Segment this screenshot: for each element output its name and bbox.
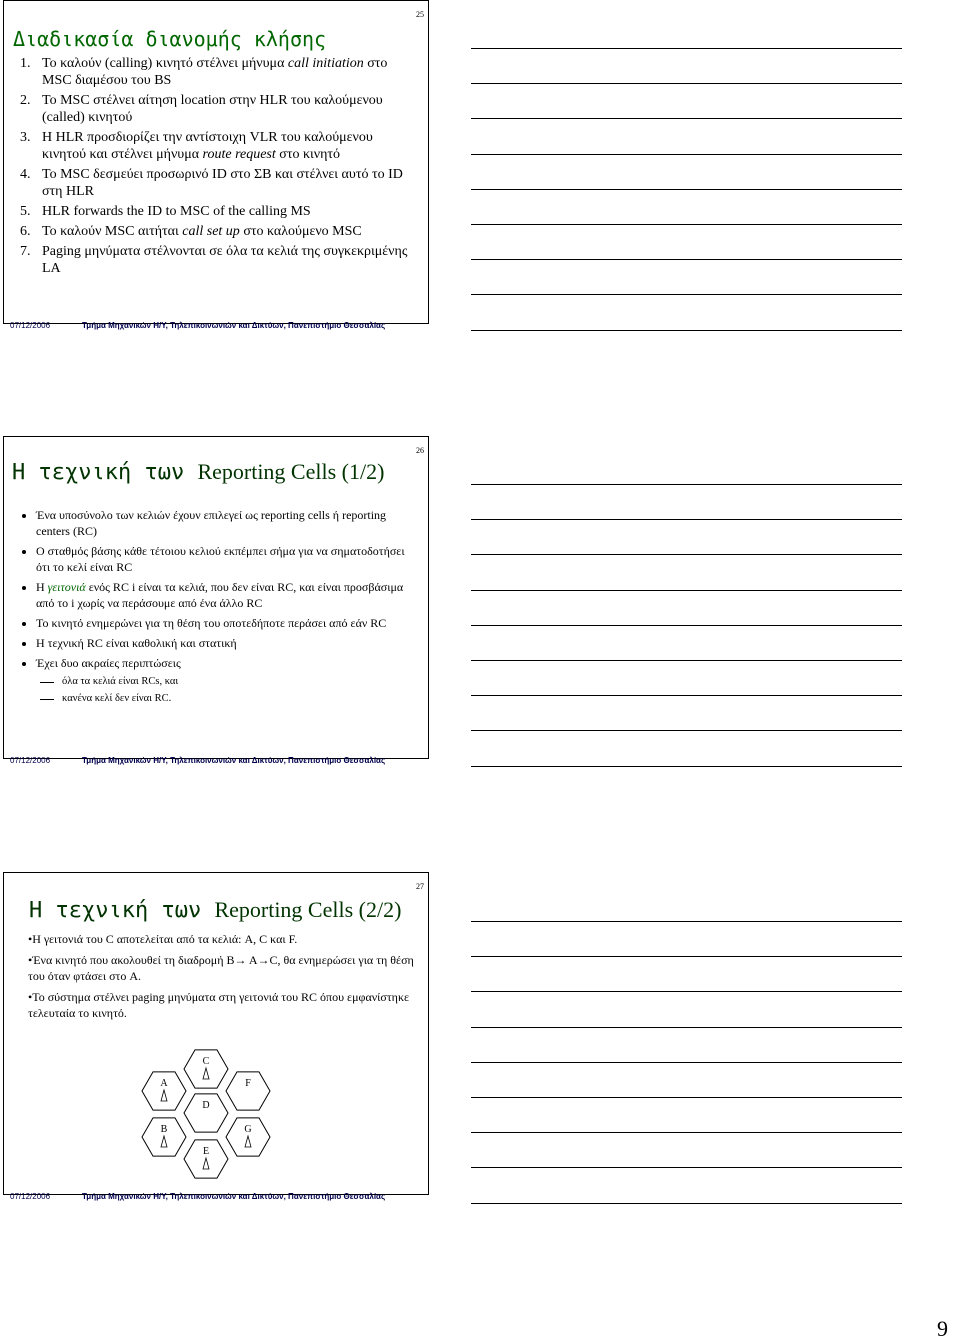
slide-title: Η τεχνική των Reporting Cells (2/2) (29, 897, 402, 923)
sub-list-item: όλα τα κελιά είναι RCs, και (36, 675, 421, 689)
call-delivery-steps (12, 55, 414, 280)
list-item: • Ένα υποσύνολο των κελιών έχουν επιλεγεί ως reporting cells ή reporting centers (RC) (36, 507, 421, 539)
slide-title: Η τεχνική των Reporting Cells (1/2) (12, 459, 385, 485)
paragraph: •Το σύστημα στέλνει paging μηνύματα στη γειτονιά του RC όπου εμφανίστηκε τελευταία το κινητό. (28, 990, 410, 1020)
highlighted-term: γειτονιά (47, 580, 86, 594)
footer-department: Τμήμα Μηχανικών Η/Υ, Τηλεπικοινωνιών και Δικτύων, Πανεπιστήμιο Θεσσαλίας (82, 321, 386, 330)
list-item: • Το κινητό ενημερώνει για τη θέση του οποτεδήποτε περάσει από εάν RC (36, 615, 421, 631)
footer-date: 07/12/2006 (10, 321, 51, 330)
list-item: 5. HLR forwards the ID to MSC of the calling MS (34, 203, 414, 220)
hexagon-cell-diagram (122, 1045, 292, 1186)
slide-number: 26 (416, 446, 424, 455)
slide-27 (3, 872, 429, 1201)
list-item: 2. Το MSC στέλνει αίτηση location στην HLR του καλούμενου (called) κινητού (34, 92, 414, 126)
cell-label-d: D (202, 1100, 210, 1111)
list-item: 1. Το καλούν (calling) κινητό στέλνει μήνυμα call initiation στο MSC διαμέσου του BS (34, 55, 414, 89)
notes-lines-slide-26 (471, 484, 902, 801)
notes-lines-slide-27 (471, 921, 902, 1238)
page-number: 9 (937, 1316, 948, 1341)
list-item: • Η γειτονιά ενός RC i είναι τα κελιά, που δεν είναι RC, και είναι προσβάσιμα από το i χωρίς να περάσουμε από ένα άλλο RC (36, 579, 421, 611)
notes-lines-slide-25 (471, 48, 902, 365)
cell-label-g: G (244, 1124, 252, 1135)
footer-department: Τμήμα Μηχανικών Η/Υ, Τηλεπικοινωνιών και Δικτύων, Πανεπιστήμιο Θεσσαλίας (82, 756, 386, 765)
list-item: • Έχει δυο ακραίες περιπτώσεις όλα τα κελιά είναι RCs, και κανένα κελί δεν είναι RC. (36, 655, 421, 706)
slide-26 (3, 436, 429, 765)
list-item: • Ο σταθμός βάσης κάθε τέτοιου κελιού εκπέμπει σήμα για να σηματοδοτήσει ότι το κελί είναι RC (36, 543, 421, 575)
cell-label-f: F (245, 1078, 251, 1089)
cell-label-a: A (160, 1078, 168, 1089)
slide-number: 27 (416, 882, 424, 891)
sub-bullets (36, 675, 421, 706)
slide-25 (3, 0, 429, 330)
footer-department: Τμήμα Μηχανικών Η/Υ, Τηλεπικοινωνιών και Δικτύων, Πανεπιστήμιο Θεσσαλίας (82, 1192, 386, 1201)
footer-date: 07/12/2006 (10, 1192, 51, 1201)
slide-title: Διαδικασία διανομής κλήσης (13, 27, 327, 51)
list-item: • Η τεχνική RC είναι καθολική και στατική (36, 635, 421, 651)
sub-list-item: κανένα κελί δεν είναι RC. (36, 692, 421, 706)
cell-label-c: C (202, 1056, 210, 1067)
slide-body (28, 931, 423, 1026)
reporting-cells-bullets (22, 507, 421, 710)
paragraph: •Ένα κινητό που ακολουθεί τη διαδρομή B→ A→C, θα ενημερώσει για τη θέση του όταν φτάσει στο A. (28, 953, 414, 983)
cell-label-b: B (160, 1124, 168, 1135)
list-item: 6. Το καλούν MSC αιτήται call set up στο καλούμενο MSC (34, 223, 414, 240)
slide-number: 25 (416, 10, 424, 19)
list-item: 4. Το MSC δεσμεύει προσωρινό ID στο ΣΒ και στέλνει αυτό το ID στη HLR (34, 166, 414, 200)
cell-diagram-svg (122, 1045, 292, 1181)
paragraph: •Η γειτονιά του C αποτελείται από τα κελιά: A, C και F. (28, 932, 298, 946)
footer-date: 07/12/2006 (10, 756, 51, 765)
list-item: 7. Paging μηνύματα στέλνονται σε όλα τα κελιά της συγκεκριμένης LA (34, 243, 414, 277)
cell-label-e: E (202, 1146, 210, 1157)
list-item: 3. Η HLR προσδιορίζει την αντίστοιχη VLR του καλούμενου κινητού και στέλνει μήνυμα route request στο κινητό (34, 129, 414, 163)
